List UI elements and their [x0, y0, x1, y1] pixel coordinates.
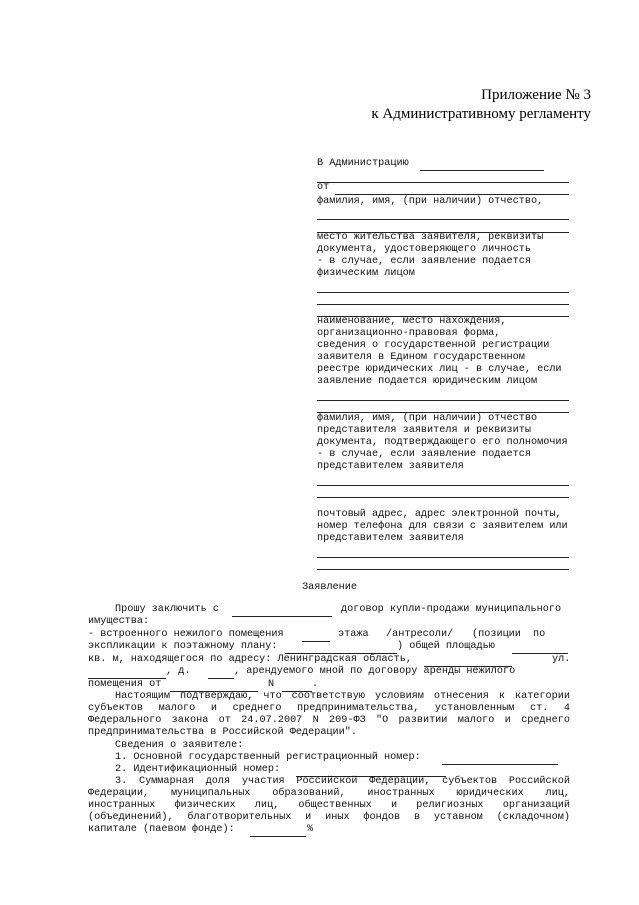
- blank-line: [317, 569, 569, 570]
- item3-line-2: Федерации, муниципальных образований, иностранных юридических лиц,: [88, 788, 570, 799]
- blank-line: [317, 557, 569, 558]
- caption-rep-2: представителя заявителя и реквизиты: [317, 425, 531, 436]
- p1-number-sign: N: [268, 679, 275, 690]
- appendix-number: Приложение № 3: [481, 87, 591, 103]
- blank-line: [317, 219, 569, 220]
- caption-org-6: заявление подается юридическим лицом: [317, 376, 538, 387]
- caption-rep-3: документа, подтверждающего его полномочия: [317, 437, 568, 448]
- p2-line-3: Федерального закона от 24.07.2007 N 209-ФЗ "О развитии малого и среднего: [88, 715, 570, 726]
- p1-explication: экспликации к поэтажному плану:: [88, 641, 278, 652]
- item3-line-3: иностранных физических лиц, общественных и религиозных организаций: [88, 800, 570, 811]
- p1-area: ) общей площадью: [397, 641, 495, 652]
- caption-rep-5: представителем заявителя: [317, 461, 464, 472]
- p2-line-4: предпринимательства в Российской Федерации".: [88, 727, 357, 738]
- p2-line-1: Настоящим подтверждаю, что соответствую условиям отнесения к категории: [115, 691, 570, 702]
- p1-mezzanine: /антресоли/: [386, 629, 454, 640]
- caption-rep-1: фамилия, имя, (при наличии) отчество: [317, 413, 538, 424]
- caption-residence-2: документа, удостоверяющего личность: [317, 244, 531, 255]
- counterparty-line: [232, 616, 332, 617]
- p1-period: .: [312, 679, 319, 690]
- item-ogrn: 1. Основной государственный регистрационный номер:: [115, 752, 421, 763]
- item3-line-5: капитале (паевом фонде):: [88, 824, 235, 835]
- house-line: [208, 678, 234, 679]
- caption-contact-2: номер телефона для связи с заявителем или: [317, 521, 568, 532]
- caption-org-5: реестре юридических лиц - в случае, если: [317, 364, 562, 375]
- p1-premises: - встроенного нежилого помещения: [88, 629, 284, 640]
- from-line: [335, 194, 569, 195]
- p1-premises-from: помещения от: [88, 679, 162, 690]
- p1-address: кв. м, находящегося по адресу: Ленинградская область,: [88, 654, 413, 665]
- item3-line-1: 3. Суммарная доля участия Российской Федерации, субъектов Российской: [115, 776, 570, 787]
- caption-org-2: организационно-правовая форма,: [317, 328, 501, 339]
- administration-line: [420, 170, 544, 171]
- caption-person: фамилия, имя, (при наличии) отчество,: [317, 196, 544, 207]
- info-title: Сведения о заявителе:: [115, 740, 244, 751]
- caption-residence-1: место жительства заявителя, реквизиты: [317, 232, 544, 243]
- ogrn-line: [442, 764, 558, 765]
- blank-line: [317, 292, 569, 293]
- caption-residence-4: физическим лицом: [317, 268, 415, 279]
- from-label: от: [317, 182, 330, 193]
- to-administration-label: В Администрацию: [317, 158, 409, 169]
- caption-residence-3: - в случае, если заявление подается: [317, 256, 531, 267]
- p1-property: имущества:: [88, 616, 150, 627]
- appendix-reference: к Административному регламенту: [371, 106, 591, 122]
- floor-line: [302, 641, 330, 642]
- p1-street: ул.: [552, 654, 571, 665]
- caption-org-3: сведения о государственной регистрации: [317, 340, 550, 351]
- blank-line: [317, 485, 569, 486]
- blank-line: [317, 304, 569, 305]
- p1-floor: этажа: [338, 629, 369, 640]
- blank-line: [317, 497, 569, 498]
- caption-org-4: заявителя в Едином государственном: [317, 352, 525, 363]
- p1-contract: договор купли-продажи муниципального: [341, 604, 562, 615]
- p1-request: Прошу заключить с: [115, 604, 219, 615]
- p1-by: по: [533, 629, 546, 640]
- caption-org-1: наименование, место нахождения,: [317, 316, 507, 327]
- p1-position: (позиции: [472, 629, 521, 640]
- caption-contact-1: почтовый адрес, адрес электронной почты,: [317, 509, 562, 520]
- p1-house: , д.: [166, 666, 191, 677]
- p1-lease: , арендуемого мной по договору аренды нежилого: [234, 666, 516, 677]
- share-line: [250, 836, 306, 837]
- blank-line: [317, 400, 569, 401]
- caption-rep-4: - в случае, если заявление подается: [317, 449, 531, 460]
- p2-line-2: субъектов малого и среднего предпринимательства, установленным ст. 4: [88, 703, 570, 714]
- item3-line-4: (объединений), благотворительных и иных фондов в уставном (складочном): [88, 812, 570, 823]
- percent-sign: %: [307, 824, 314, 835]
- item-inn: 2. Идентификационный номер:: [115, 764, 281, 775]
- document-title: Заявление: [301, 582, 358, 593]
- caption-contact-3: представителем заявителя: [317, 533, 464, 544]
- blank-line: [317, 182, 569, 183]
